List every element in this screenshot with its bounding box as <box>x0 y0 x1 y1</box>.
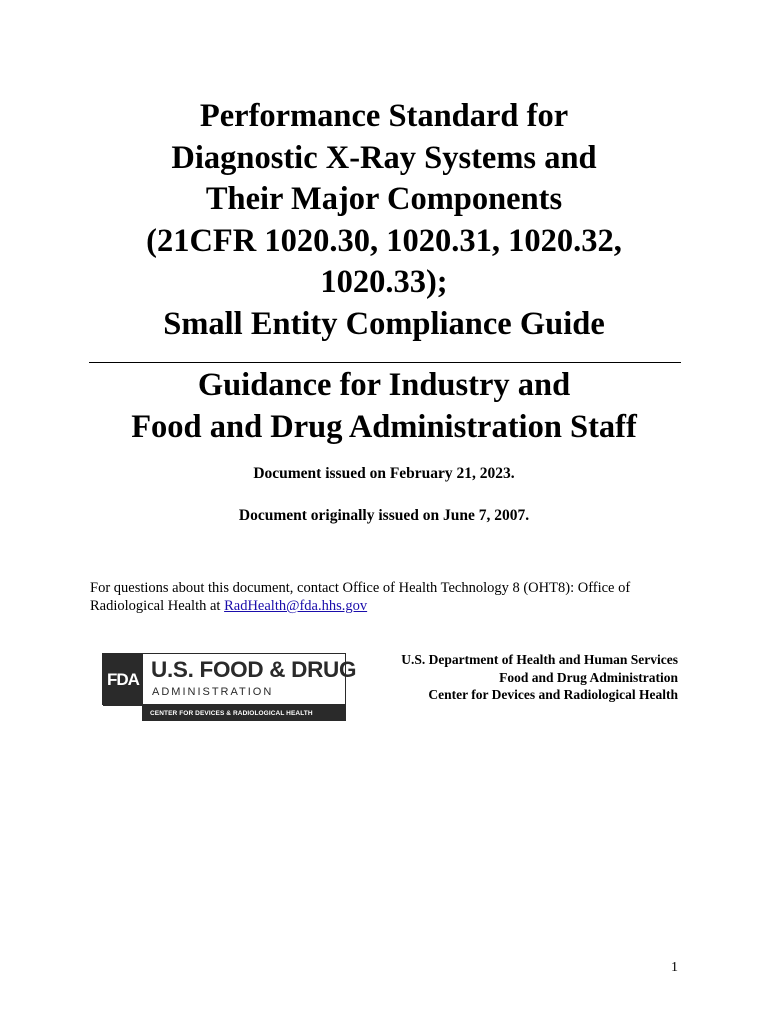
logo-frame <box>102 653 357 705</box>
title-divider <box>89 362 681 363</box>
document-subtitle <box>80 364 688 448</box>
logo-administration: ADMINISTRATION <box>152 686 274 698</box>
original-issued-date: Document originally issued on June 7, 2007. <box>238 507 530 524</box>
logo-center-bar: CENTER FOR DEVICES & RADIOLOGICAL HEALTH <box>142 705 346 721</box>
contact-text: For questions about this document, contact Office of Health Technology 8 (OHT8): Office of Radiological Health at <box>90 580 631 614</box>
title-line: Performance Standard for <box>199 98 569 134</box>
agency-line: Food and Drug Administration <box>499 669 678 685</box>
contact-info <box>90 579 690 615</box>
title-line: (21CFR 1020.30, 1020.31, 1020.32, <box>146 222 622 259</box>
issued-date: Document issued on February 21, 2023. <box>253 465 515 482</box>
subtitle-line: Guidance for Industry and <box>197 367 571 403</box>
page-number: 1 <box>671 960 678 975</box>
subtitle-line: Food and Drug Administration Staff <box>131 409 637 445</box>
contact-email-link[interactable]: RadHealth@fda.hhs.gov <box>224 598 368 614</box>
agency-line: Center for Devices and Radiological Health <box>428 687 678 702</box>
agency-block <box>401 651 678 704</box>
logo-agency-name: U.S. FOOD & DRUG <box>151 657 357 682</box>
fda-mark: FDA <box>103 654 143 706</box>
agency-line: U.S. Department of Health and Human Services <box>401 652 678 667</box>
document-title <box>80 96 688 346</box>
title-line: Their Major Components <box>205 181 563 218</box>
title-line: 1020.33); <box>320 264 448 301</box>
fda-logo <box>102 653 357 721</box>
title-line: Diagnostic X-Ray Systems and <box>171 139 597 176</box>
title-line: Small Entity Compliance Guide <box>163 305 605 342</box>
